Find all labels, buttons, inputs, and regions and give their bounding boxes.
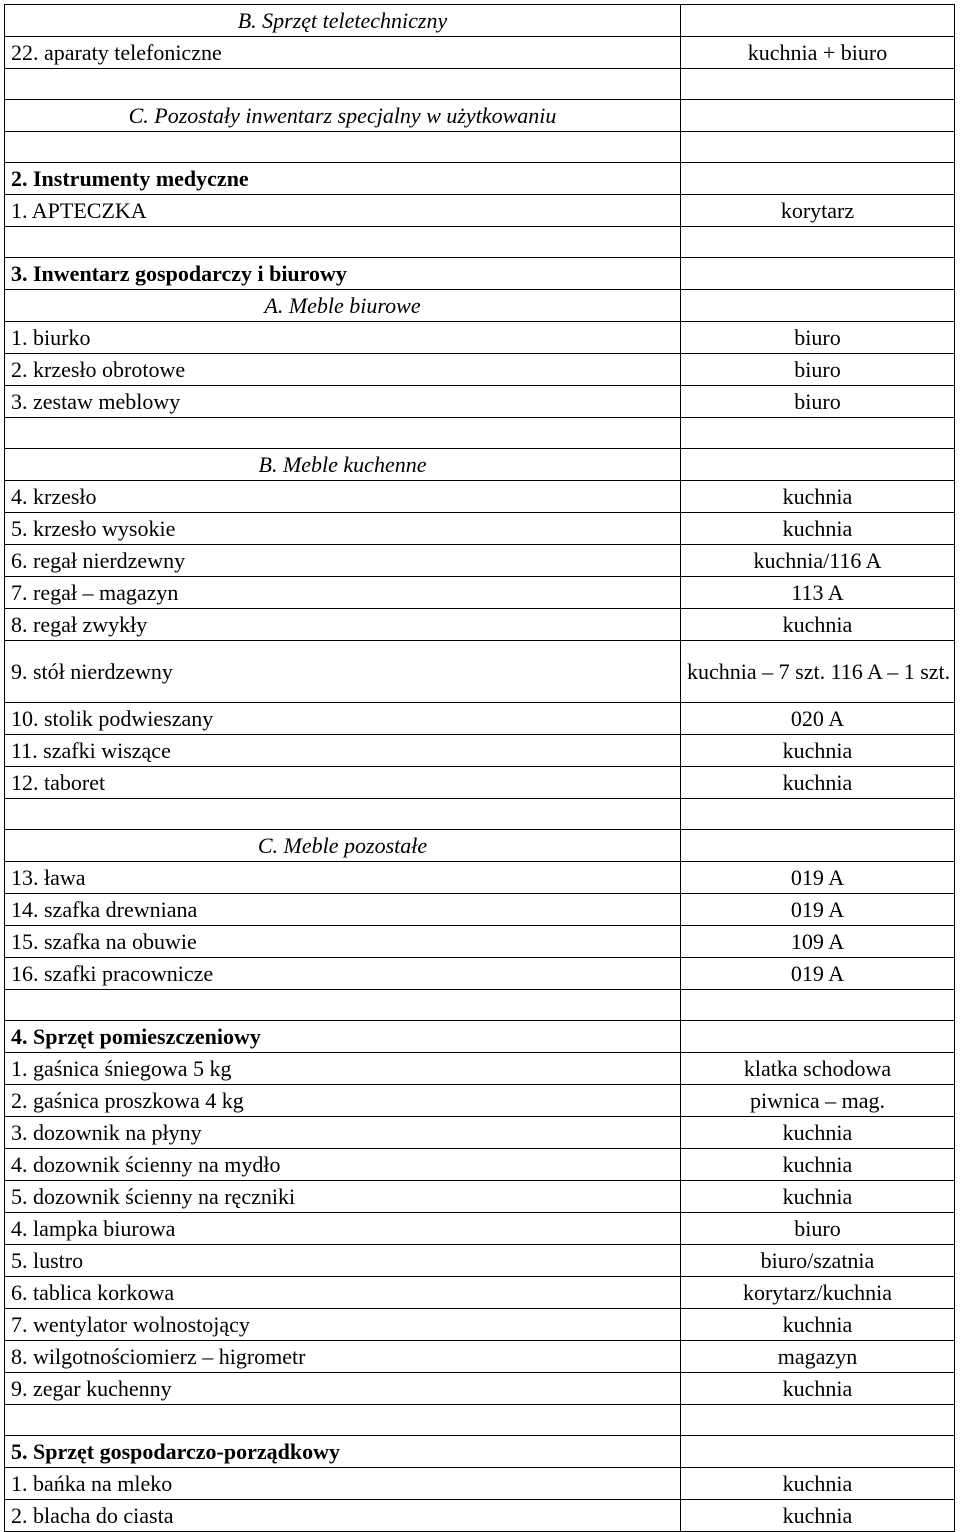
subsection-title: C. Pozostały inwentarz specjalny w użytkowaniu [5,100,681,132]
location-cell: korytarz/kuchnia [681,1277,955,1309]
item-name: 15. szafka na obuwie [5,926,681,958]
item-name: 3. dozownik na płyny [5,1117,681,1149]
location-cell: kuchnia – 7 szt. 116 A – 1 szt. [681,641,955,703]
location-cell: biuro [681,386,955,418]
inventory-table-body [5,5,955,1532]
item-name: 6. regał nierdzewny [5,545,681,577]
blank-row [5,132,955,163]
location-cell [681,1021,955,1053]
item-name: 2. krzesło obrotowe [5,354,681,386]
item-name: 1. bańka na mleko [5,1468,681,1500]
location-cell: klatka schodowa [681,1053,955,1085]
item-name: 8. wilgotnościomierz – higrometr [5,1341,681,1373]
table-row [5,1468,955,1500]
table-row [5,767,955,799]
table-row [5,481,955,513]
subsection-header-row [5,5,955,37]
item-name: 10. stolik podwieszany [5,703,681,735]
table-row [5,1373,955,1405]
subsection-header-row [5,290,955,322]
item-name: 1. biurko [5,322,681,354]
table-row [5,577,955,609]
item-name: 3. zestaw meblowy [5,386,681,418]
location-cell [681,258,955,290]
empty-cell [681,227,955,258]
location-cell: kuchnia [681,767,955,799]
empty-cell [5,132,681,163]
item-name: 9. stół nierdzewny [5,641,681,703]
item-name: 16. szafki pracownicze [5,958,681,990]
item-name: 5. krzesło wysokie [5,513,681,545]
item-name: 11. szafki wiszące [5,735,681,767]
table-row [5,862,955,894]
subsection-title: B. Sprzęt teletechniczny [5,5,681,37]
blank-row [5,990,955,1021]
empty-cell [5,69,681,100]
item-name: 22. aparaty telefoniczne [5,37,681,69]
table-row [5,1085,955,1117]
item-name: 2. gaśnica proszkowa 4 kg [5,1085,681,1117]
item-name: 2. blacha do ciasta [5,1500,681,1532]
section-header-row [5,1436,955,1468]
table-row [5,1181,955,1213]
table-row [5,37,955,69]
empty-cell [681,418,955,449]
location-cell: kuchnia [681,1181,955,1213]
location-cell [681,1436,955,1468]
table-row [5,1149,955,1181]
table-row [5,735,955,767]
location-cell [681,290,955,322]
item-name: 8. regał zwykły [5,609,681,641]
item-name: 7. regał – magazyn [5,577,681,609]
empty-cell [5,1405,681,1436]
item-name: 5. lustro [5,1245,681,1277]
item-name: 4. dozownik ścienny na mydło [5,1149,681,1181]
location-cell: kuchnia/116 A [681,545,955,577]
inventory-document [4,4,955,1532]
blank-row [5,799,955,830]
table-row [5,1213,955,1245]
table-row [5,641,955,703]
section-title: 3. Inwentarz gospodarczy i biurowy [5,258,681,290]
location-cell: kuchnia [681,1373,955,1405]
table-row [5,609,955,641]
location-cell: kuchnia [681,481,955,513]
section-title: 5. Sprzęt gospodarczo-porządkowy [5,1436,681,1468]
empty-cell [5,418,681,449]
empty-cell [5,990,681,1021]
location-cell [681,163,955,195]
section-header-row [5,163,955,195]
location-cell: kuchnia [681,1117,955,1149]
location-cell: biuro [681,322,955,354]
subsection-title: C. Meble pozostałe [5,830,681,862]
location-cell: kuchnia [681,1309,955,1341]
empty-cell [681,132,955,163]
item-name: 6. tablica korkowa [5,1277,681,1309]
table-row [5,513,955,545]
section-title: 2. Instrumenty medyczne [5,163,681,195]
location-cell: biuro [681,1213,955,1245]
location-cell [681,449,955,481]
item-name: 1. gaśnica śniegowa 5 kg [5,1053,681,1085]
blank-row [5,1405,955,1436]
item-name: 13. ława [5,862,681,894]
table-row [5,386,955,418]
inventory-table [4,4,955,1532]
location-cell: 109 A [681,926,955,958]
location-cell [681,830,955,862]
section-header-row [5,1021,955,1053]
location-cell: 019 A [681,958,955,990]
section-header-row [5,258,955,290]
location-cell: 113 A [681,577,955,609]
location-cell: kuchnia [681,513,955,545]
table-row [5,1277,955,1309]
empty-cell [5,799,681,830]
table-row [5,1053,955,1085]
table-row [5,1309,955,1341]
location-cell: kuchnia [681,735,955,767]
section-title: 4. Sprzęt pomieszczeniowy [5,1021,681,1053]
blank-row [5,227,955,258]
location-cell: kuchnia [681,1500,955,1532]
table-row [5,545,955,577]
location-cell: kuchnia [681,609,955,641]
blank-row [5,69,955,100]
location-cell: piwnica – mag. [681,1085,955,1117]
location-cell [681,5,955,37]
table-row [5,322,955,354]
item-name: 12. taboret [5,767,681,799]
item-name: 9. zegar kuchenny [5,1373,681,1405]
item-name: 14. szafka drewniana [5,894,681,926]
empty-cell [681,799,955,830]
table-row [5,926,955,958]
subsection-header-row [5,449,955,481]
item-name: 1. APTECZKA [5,195,681,227]
subsection-header-row [5,100,955,132]
table-row [5,958,955,990]
table-row [5,894,955,926]
table-row [5,1245,955,1277]
location-cell: biuro/szatnia [681,1245,955,1277]
location-cell: kuchnia [681,1149,955,1181]
location-cell [681,100,955,132]
location-cell: 019 A [681,894,955,926]
table-row [5,1341,955,1373]
table-row [5,354,955,386]
location-cell: magazyn [681,1341,955,1373]
location-cell: kuchnia + biuro [681,37,955,69]
location-cell: kuchnia [681,1468,955,1500]
item-name: 7. wentylator wolnostojący [5,1309,681,1341]
location-cell: biuro [681,354,955,386]
location-cell: korytarz [681,195,955,227]
location-cell: 020 A [681,703,955,735]
empty-cell [681,69,955,100]
empty-cell [681,990,955,1021]
table-row [5,703,955,735]
empty-cell [681,1405,955,1436]
subsection-title: A. Meble biurowe [5,290,681,322]
table-row [5,1117,955,1149]
item-name: 5. dozownik ścienny na ręczniki [5,1181,681,1213]
blank-row [5,418,955,449]
table-row [5,1500,955,1532]
location-cell: 019 A [681,862,955,894]
item-name: 4. krzesło [5,481,681,513]
item-name: 4. lampka biurowa [5,1213,681,1245]
subsection-header-row [5,830,955,862]
table-row [5,195,955,227]
empty-cell [5,227,681,258]
subsection-title: B. Meble kuchenne [5,449,681,481]
